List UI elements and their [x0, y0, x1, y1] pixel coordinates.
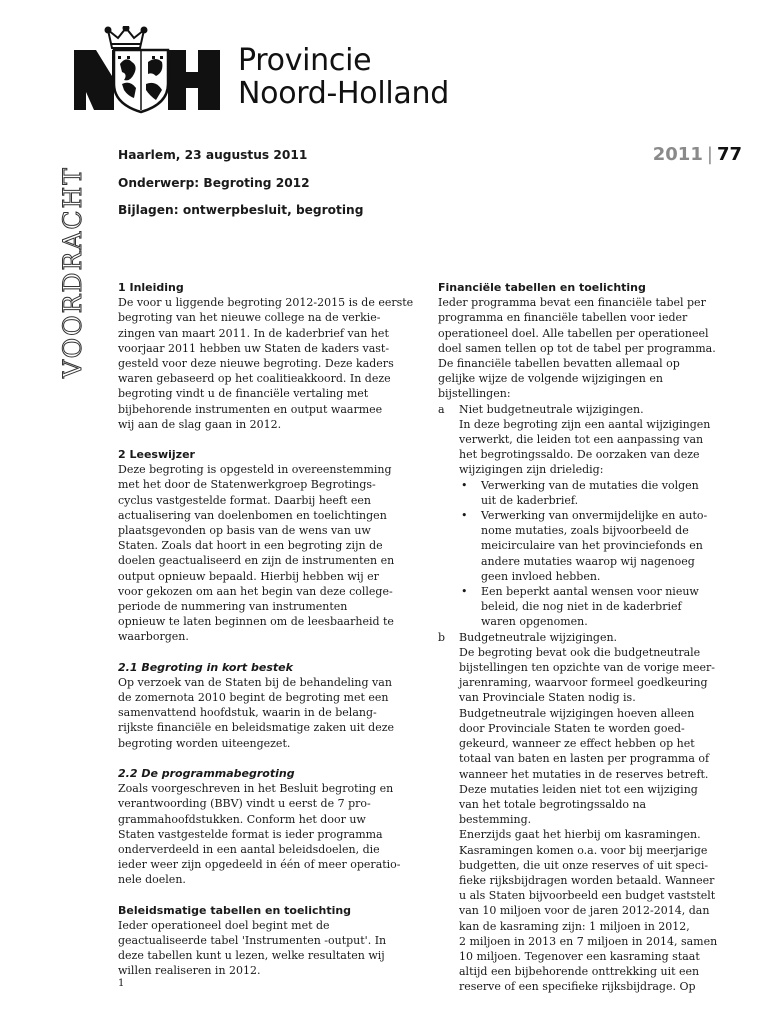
text-line: wanneer het mutaties in de reserves betreft.	[459, 767, 709, 781]
text-line: De voor u liggende begroting 2012-2015 is de eerste	[118, 296, 414, 310]
text-line: Een beperkt aantal wensen voor nieuw	[481, 585, 699, 599]
page-number: 1	[118, 978, 125, 989]
text-line: begroting vindt u de financiële vertaling met	[118, 387, 369, 401]
text-line: cyclus vastgestelde format. Daarbij heeft een	[118, 493, 372, 507]
text-line: deze tabellen kunt u lezen, welke resultaten wij	[118, 949, 385, 963]
text-line: waren opgenomen.	[481, 615, 588, 629]
text-line: de zomernota 2010 begint de begroting met een	[118, 691, 389, 705]
text-line: waarborgen.	[118, 630, 189, 644]
text-line: bestemming.	[459, 813, 532, 827]
text-line: ieder weer zijn opgedeeld in één of meer operatio-	[118, 858, 401, 872]
bullet-item	[459, 508, 732, 584]
document-meta	[118, 148, 363, 231]
crown-icon	[106, 26, 147, 48]
text-line: samenvattend hoofdstuk, waarin in de belang-	[118, 706, 377, 720]
text-line: van Provinciale Staten nodig is.	[459, 691, 636, 705]
text-line: fieke rijksbijdragen worden betaald. Wanneer	[459, 873, 715, 887]
text-line: Ieder programma bevat een financiële tabel per	[438, 296, 706, 310]
text-line: van 10 miljoen voor de jaren 2012-2014, dan	[459, 904, 710, 918]
list-item-a	[438, 402, 732, 630]
text-line: plaatsgevonden op basis van de wens van uw	[118, 524, 371, 538]
list-marker: a	[438, 402, 445, 416]
text-line: programma en financiële tabellen voor ieder	[438, 311, 688, 325]
shield-icon	[114, 50, 168, 112]
text-line: Budgetneutrale wijzigingen.	[459, 630, 618, 644]
text-line: doel samen tellen op tot de tabel per programma.	[438, 341, 716, 355]
text-line: Deze begroting is opgesteld in overeenstemming	[118, 463, 392, 477]
text-line: zingen van maart 2011. In de kaderbrief van het	[118, 326, 389, 340]
text-line: beleid, die nog niet in de kaderbrief	[481, 600, 682, 614]
text-line: rijkste financiële en beleidsmatige zaken uit deze	[118, 721, 395, 735]
section-heading: 2 Leeswijzer	[118, 448, 195, 462]
bullet-icon: •	[461, 509, 468, 523]
text-line: bijbehorende instrumenten en output waarmee	[118, 402, 383, 416]
attachments-line: Bijlagen: ontwerpbesluit, begroting	[118, 203, 364, 217]
text-line: kan de kasraming zijn: 1 miljoen in 2012,	[459, 919, 690, 933]
text-line: u als Staten bijvoorbeeld een budget vaststelt	[459, 889, 716, 903]
subsection-heading: 2.2 De programmabegroting	[118, 766, 295, 780]
document-number-value: 77	[716, 144, 742, 165]
text-line: andere mutaties waarop wij nagenoeg	[481, 554, 695, 568]
text-line: In deze begroting zijn een aantal wijzigingen	[459, 417, 711, 431]
vertical-label: VOORDRACHT	[58, 166, 87, 378]
section-body	[118, 918, 412, 979]
text-line: De financiële tabellen bevatten allemaal op	[438, 357, 680, 371]
text-line: gelijke wijze de volgende wijzigingen en	[438, 372, 663, 386]
text-line: Staten vastgestelde format is ieder programma	[118, 827, 383, 841]
text-line: actualisering van doelenbomen en toelichtingen	[118, 508, 387, 522]
place-date: Haarlem, 23 augustus 2011	[118, 148, 308, 162]
text-line: doelen geactualiseerd en zijn de instrumenten en	[118, 554, 395, 568]
text-line: jarenraming, waarvoor formeel goedkeuring	[459, 676, 708, 690]
section-policy-tables	[118, 903, 412, 979]
province-logo	[72, 26, 222, 116]
section-body	[118, 295, 412, 432]
section-heading: Beleidsmatige tabellen en toelichting	[118, 903, 352, 917]
text-line: Staten. Zoals dat hoort in een begroting zijn de	[118, 539, 383, 553]
text-line: nome mutaties, zoals bijvoorbeeld de	[481, 524, 689, 538]
text-line: Verwerking van onvermijdelijke en auto-	[481, 509, 708, 523]
section-body	[118, 675, 412, 751]
section-introduction	[118, 280, 412, 432]
section-body	[118, 781, 412, 887]
list-item-body	[459, 630, 732, 995]
document-number-separator: |	[706, 144, 713, 165]
text-line: geen invloed hebben.	[481, 569, 601, 583]
text-line: 10 miljoen. Tegenover een kasraming staat	[459, 949, 700, 963]
text-line: wijzigingen zijn drieledig:	[459, 463, 604, 477]
text-line: Verwerking van de mutaties die volgen	[481, 478, 699, 492]
text-line: grammahoofdstukken. Conform het door uw	[118, 812, 366, 826]
text-line: Budgetneutrale wijzigingen hoeven alleen	[459, 706, 695, 720]
bullet-list	[459, 478, 732, 630]
text-line: Enerzijds gaat het hierbij om kasramingen.	[459, 828, 701, 842]
text-line: voorjaar 2011 hebben uw Staten de kaders vast-	[118, 341, 390, 355]
subsection-heading: 2.1 Begroting in kort bestek	[118, 660, 293, 674]
section-body	[118, 462, 412, 644]
section-heading: Financiële tabellen en toelichting	[438, 281, 646, 294]
bullet-item	[459, 478, 732, 508]
text-line: 2 miljoen in 2013 en 7 miljoen in 2014, samen	[459, 934, 718, 948]
text-line: verantwoording (BBV) vindt u eerst de 7 pro-	[118, 797, 371, 811]
section-budget-summary	[118, 660, 412, 751]
document-number	[653, 144, 742, 165]
vertical-label-container	[34, 150, 87, 380]
bullet-icon: •	[461, 585, 468, 599]
text-line: De begroting bevat ook die budgetneutrale	[459, 645, 701, 659]
letter-n-mark	[74, 50, 114, 110]
text-line: Niet budgetneutrale wijzigingen.	[459, 402, 644, 416]
text-line: Zoals voorgeschreven in het Besluit begroting en	[118, 782, 394, 796]
text-line: waren gebaseerd op het coalitieakkoord. In deze	[118, 372, 391, 386]
text-line: wij aan de slag gaan in 2012.	[118, 417, 282, 431]
text-line: budgetten, die uit onze reserves of uit speci-	[459, 858, 709, 872]
text-line: opnieuw te laten beginnen om de leesbaarheid te	[118, 615, 394, 629]
left-column	[118, 280, 412, 994]
text-line: het begrotingssaldo. De oorzaken van deze	[459, 448, 700, 462]
section-body	[438, 295, 732, 401]
text-line: van het totale begrotingssaldo na	[459, 797, 647, 811]
text-line: altijd een bijbehorende onttrekking uit een	[459, 965, 700, 979]
letter-h-mark	[168, 50, 220, 110]
text-line: Ieder operationeel doel begint met de	[118, 918, 330, 932]
text-line: met het door de Statenwerkgroep Begrotings-	[118, 478, 376, 492]
bullet-item	[459, 584, 732, 630]
section-program-budget	[118, 766, 412, 888]
text-line: verwerkt, die leiden tot een aanpassing van	[459, 433, 704, 447]
text-line: door Provinciale Staten te worden goed-	[459, 721, 685, 735]
text-line: output opnieuw bepaald. Hierbij hebben wij er	[118, 569, 379, 583]
org-name-line1: Provincie	[238, 43, 372, 78]
text-line: begroting van het nieuwe college na de verkie-	[118, 311, 381, 325]
document-year: 2011	[652, 144, 703, 165]
text-line: operationeel doel. Alle tabellen per operationeel	[438, 326, 709, 340]
text-line: bijstellingen ten opzichte van de vorige meer-	[459, 661, 715, 675]
text-line: voor gekozen om aan het begin van deze college-	[118, 584, 393, 598]
bullet-icon: •	[461, 478, 468, 492]
text-line: geactualiseerde tabel 'Instrumenten -output'. In	[118, 933, 387, 947]
text-line: reserve of een specifieke rijksbijdrage. Op	[459, 980, 696, 994]
text-line: Deze mutaties leiden niet tot een wijziging	[459, 782, 698, 796]
subject-line: Onderwerp: Begroting 2012	[118, 175, 310, 190]
text-line: Op verzoek van de Staten bij de behandeling van	[118, 675, 392, 689]
text-line: nele doelen.	[118, 873, 186, 887]
section-heading: 1 Inleiding	[118, 281, 184, 294]
organization-name	[238, 44, 449, 110]
text-line: willen realiseren in 2012.	[118, 964, 261, 978]
text-line: totaal van baten en lasten per programma of	[459, 752, 710, 766]
text-line: meicirculaire van het provinciefonds en	[481, 539, 703, 553]
text-line: gekeurd, wanneer ze effect hebben op het	[459, 737, 695, 751]
text-line: bijstellingen:	[438, 387, 511, 401]
text-line: onderverdeeld in een aantal beleidsdoelen, die	[118, 842, 380, 856]
text-line: Kasramingen komen o.a. voor bij meerjarige	[459, 843, 708, 857]
text-line: periode de nummering van instrumenten	[118, 600, 348, 614]
text-line: gesteld voor deze nieuwe begroting. Deze kaders	[118, 357, 394, 371]
section-reading-guide	[118, 447, 412, 645]
right-column	[438, 280, 732, 995]
text-line: uit de kaderbrief.	[481, 493, 579, 507]
list-marker: b	[438, 630, 446, 644]
list-item-b	[438, 630, 732, 995]
list-item-body	[459, 402, 732, 478]
org-name-line2: Noord-Holland	[238, 76, 449, 111]
text-line: begroting worden uiteengezet.	[118, 736, 291, 750]
